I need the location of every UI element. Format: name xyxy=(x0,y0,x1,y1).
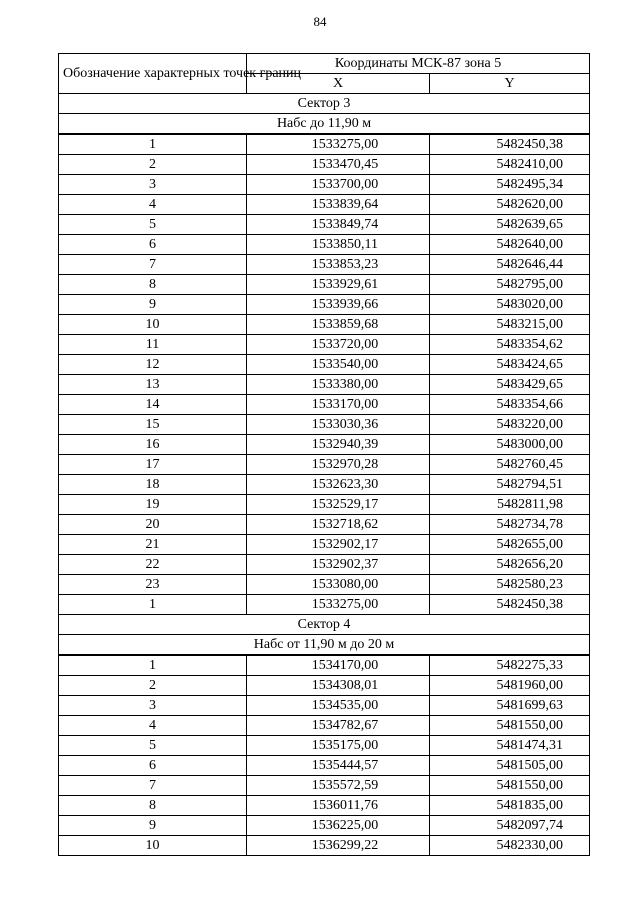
point-cell: 10 xyxy=(59,836,247,856)
x-coordinate-cell: 1532623,30 xyxy=(247,475,430,495)
x-coordinate-cell: 1533853,23 xyxy=(247,255,430,275)
point-cell: 12 xyxy=(59,355,247,375)
table-row xyxy=(59,655,590,676)
y-coordinate-cell: 5482646,44 xyxy=(430,255,590,275)
x-coordinate-cell: 1532902,17 xyxy=(247,535,430,555)
table-header xyxy=(59,54,590,94)
point-cell: 6 xyxy=(59,756,247,776)
y-coordinate-cell: 5482330,00 xyxy=(430,836,590,856)
y-coordinate-cell: 5483429,65 xyxy=(430,375,590,395)
x-coordinate-cell: 1533929,61 xyxy=(247,275,430,295)
x-coordinate-cell: 1533170,00 xyxy=(247,395,430,415)
table-row xyxy=(59,696,590,716)
header-x: X xyxy=(247,74,430,94)
table-row xyxy=(59,275,590,295)
y-coordinate-cell: 5481550,00 xyxy=(430,716,590,736)
table-row xyxy=(59,555,590,575)
y-coordinate-cell: 5483354,66 xyxy=(430,395,590,415)
table-row xyxy=(59,355,590,375)
sector-height-range: Набс до 11,90 м xyxy=(59,114,590,135)
point-cell: 4 xyxy=(59,716,247,736)
table-row xyxy=(59,716,590,736)
y-coordinate-cell: 5482760,45 xyxy=(430,455,590,475)
y-coordinate-cell: 5481474,31 xyxy=(430,736,590,756)
x-coordinate-cell: 1536225,00 xyxy=(247,816,430,836)
x-coordinate-cell: 1533080,00 xyxy=(247,575,430,595)
point-cell: 2 xyxy=(59,676,247,696)
table-row xyxy=(59,335,590,355)
table-row xyxy=(59,515,590,535)
table-body xyxy=(59,94,590,856)
y-coordinate-cell: 5482450,38 xyxy=(430,595,590,615)
table-row xyxy=(59,676,590,696)
sector-height-range: Набс от 11,90 м до 20 м xyxy=(59,635,590,656)
point-cell: 11 xyxy=(59,335,247,355)
x-coordinate-cell: 1534308,01 xyxy=(247,676,430,696)
y-coordinate-cell: 5483000,00 xyxy=(430,435,590,455)
point-cell: 3 xyxy=(59,175,247,195)
point-cell: 7 xyxy=(59,255,247,275)
table-row xyxy=(59,155,590,175)
table-row xyxy=(59,836,590,856)
point-cell: 10 xyxy=(59,315,247,335)
y-coordinate-cell: 5481550,00 xyxy=(430,776,590,796)
x-coordinate-cell: 1534535,00 xyxy=(247,696,430,716)
y-coordinate-cell: 5482410,00 xyxy=(430,155,590,175)
table-row xyxy=(59,776,590,796)
page-number: 84 xyxy=(313,14,327,29)
table-row xyxy=(59,495,590,515)
y-coordinate-cell: 5482811,98 xyxy=(430,495,590,515)
table-row xyxy=(59,575,590,595)
y-coordinate-cell: 5482640,00 xyxy=(430,235,590,255)
y-coordinate-cell: 5482450,38 xyxy=(430,134,590,155)
table-row xyxy=(59,375,590,395)
y-coordinate-cell: 5482734,78 xyxy=(430,515,590,535)
x-coordinate-cell: 1533850,11 xyxy=(247,235,430,255)
x-coordinate-cell: 1532940,39 xyxy=(247,435,430,455)
x-coordinate-cell: 1533859,68 xyxy=(247,315,430,335)
x-coordinate-cell: 1533700,00 xyxy=(247,175,430,195)
header-point-designation: Обозначение характерных точек границ xyxy=(59,54,247,94)
y-coordinate-cell: 5482795,00 xyxy=(430,275,590,295)
table-row xyxy=(59,435,590,455)
point-cell: 22 xyxy=(59,555,247,575)
x-coordinate-cell: 1532529,17 xyxy=(247,495,430,515)
point-cell: 8 xyxy=(59,796,247,816)
x-coordinate-cell: 1532902,37 xyxy=(247,555,430,575)
x-coordinate-cell: 1533030,36 xyxy=(247,415,430,435)
table-row xyxy=(59,535,590,555)
y-coordinate-cell: 5483020,00 xyxy=(430,295,590,315)
y-coordinate-cell: 5483220,00 xyxy=(430,415,590,435)
header-coordinates: Координаты МСК-87 зона 5 xyxy=(247,54,590,74)
y-coordinate-cell: 5481505,00 xyxy=(430,756,590,776)
point-cell: 18 xyxy=(59,475,247,495)
y-coordinate-cell: 5482639,65 xyxy=(430,215,590,235)
x-coordinate-cell: 1532970,28 xyxy=(247,455,430,475)
point-cell: 19 xyxy=(59,495,247,515)
table-row xyxy=(59,475,590,495)
y-coordinate-cell: 5482794,51 xyxy=(430,475,590,495)
point-cell: 15 xyxy=(59,415,247,435)
y-coordinate-cell: 5482620,00 xyxy=(430,195,590,215)
y-coordinate-cell: 5482275,33 xyxy=(430,655,590,676)
coordinates-table xyxy=(58,53,590,856)
table-row xyxy=(59,796,590,816)
header-y: Y xyxy=(430,74,590,94)
point-cell: 17 xyxy=(59,455,247,475)
table-row xyxy=(59,816,590,836)
sector-subtitle-row xyxy=(59,635,590,656)
table-row xyxy=(59,455,590,475)
y-coordinate-cell: 5481699,63 xyxy=(430,696,590,716)
point-cell: 2 xyxy=(59,155,247,175)
point-cell: 21 xyxy=(59,535,247,555)
x-coordinate-cell: 1534782,67 xyxy=(247,716,430,736)
x-coordinate-cell: 1533540,00 xyxy=(247,355,430,375)
table-row xyxy=(59,235,590,255)
point-cell: 1 xyxy=(59,595,247,615)
x-coordinate-cell: 1533839,64 xyxy=(247,195,430,215)
point-cell: 1 xyxy=(59,134,247,155)
point-cell: 9 xyxy=(59,816,247,836)
point-cell: 5 xyxy=(59,215,247,235)
x-coordinate-cell: 1533470,45 xyxy=(247,155,430,175)
point-cell: 6 xyxy=(59,235,247,255)
table-row xyxy=(59,195,590,215)
x-coordinate-cell: 1535444,57 xyxy=(247,756,430,776)
table-row xyxy=(59,175,590,195)
point-cell: 9 xyxy=(59,295,247,315)
x-coordinate-cell: 1533849,74 xyxy=(247,215,430,235)
y-coordinate-cell: 5481960,00 xyxy=(430,676,590,696)
point-cell: 13 xyxy=(59,375,247,395)
table-row xyxy=(59,395,590,415)
y-coordinate-cell: 5483215,00 xyxy=(430,315,590,335)
y-coordinate-cell: 5482097,74 xyxy=(430,816,590,836)
table-row xyxy=(59,255,590,275)
sector-title: Сектор 3 xyxy=(59,94,590,114)
point-cell: 7 xyxy=(59,776,247,796)
x-coordinate-cell: 1533275,00 xyxy=(247,134,430,155)
y-coordinate-cell: 5482656,20 xyxy=(430,555,590,575)
y-coordinate-cell: 5483424,65 xyxy=(430,355,590,375)
table-row xyxy=(59,215,590,235)
point-cell: 3 xyxy=(59,696,247,716)
table-row xyxy=(59,415,590,435)
y-coordinate-cell: 5483354,62 xyxy=(430,335,590,355)
table-row xyxy=(59,134,590,155)
table-row xyxy=(59,595,590,615)
table-row xyxy=(59,315,590,335)
y-coordinate-cell: 5482655,00 xyxy=(430,535,590,555)
x-coordinate-cell: 1532718,62 xyxy=(247,515,430,535)
sector-title-row xyxy=(59,615,590,635)
y-coordinate-cell: 5482495,34 xyxy=(430,175,590,195)
x-coordinate-cell: 1534170,00 xyxy=(247,655,430,676)
point-cell: 1 xyxy=(59,655,247,676)
table-row xyxy=(59,736,590,756)
table-row xyxy=(59,756,590,776)
x-coordinate-cell: 1535572,59 xyxy=(247,776,430,796)
x-coordinate-cell: 1535175,00 xyxy=(247,736,430,756)
y-coordinate-cell: 5481835,00 xyxy=(430,796,590,816)
point-cell: 23 xyxy=(59,575,247,595)
x-coordinate-cell: 1533939,66 xyxy=(247,295,430,315)
point-cell: 16 xyxy=(59,435,247,455)
point-cell: 8 xyxy=(59,275,247,295)
sector-title: Сектор 4 xyxy=(59,615,590,635)
x-coordinate-cell: 1536299,22 xyxy=(247,836,430,856)
x-coordinate-cell: 1533275,00 xyxy=(247,595,430,615)
point-cell: 14 xyxy=(59,395,247,415)
table-row xyxy=(59,295,590,315)
x-coordinate-cell: 1533380,00 xyxy=(247,375,430,395)
sector-subtitle-row xyxy=(59,114,590,135)
point-cell: 4 xyxy=(59,195,247,215)
x-coordinate-cell: 1536011,76 xyxy=(247,796,430,816)
x-coordinate-cell: 1533720,00 xyxy=(247,335,430,355)
sector-title-row xyxy=(59,94,590,114)
y-coordinate-cell: 5482580,23 xyxy=(430,575,590,595)
point-cell: 5 xyxy=(59,736,247,756)
point-cell: 20 xyxy=(59,515,247,535)
